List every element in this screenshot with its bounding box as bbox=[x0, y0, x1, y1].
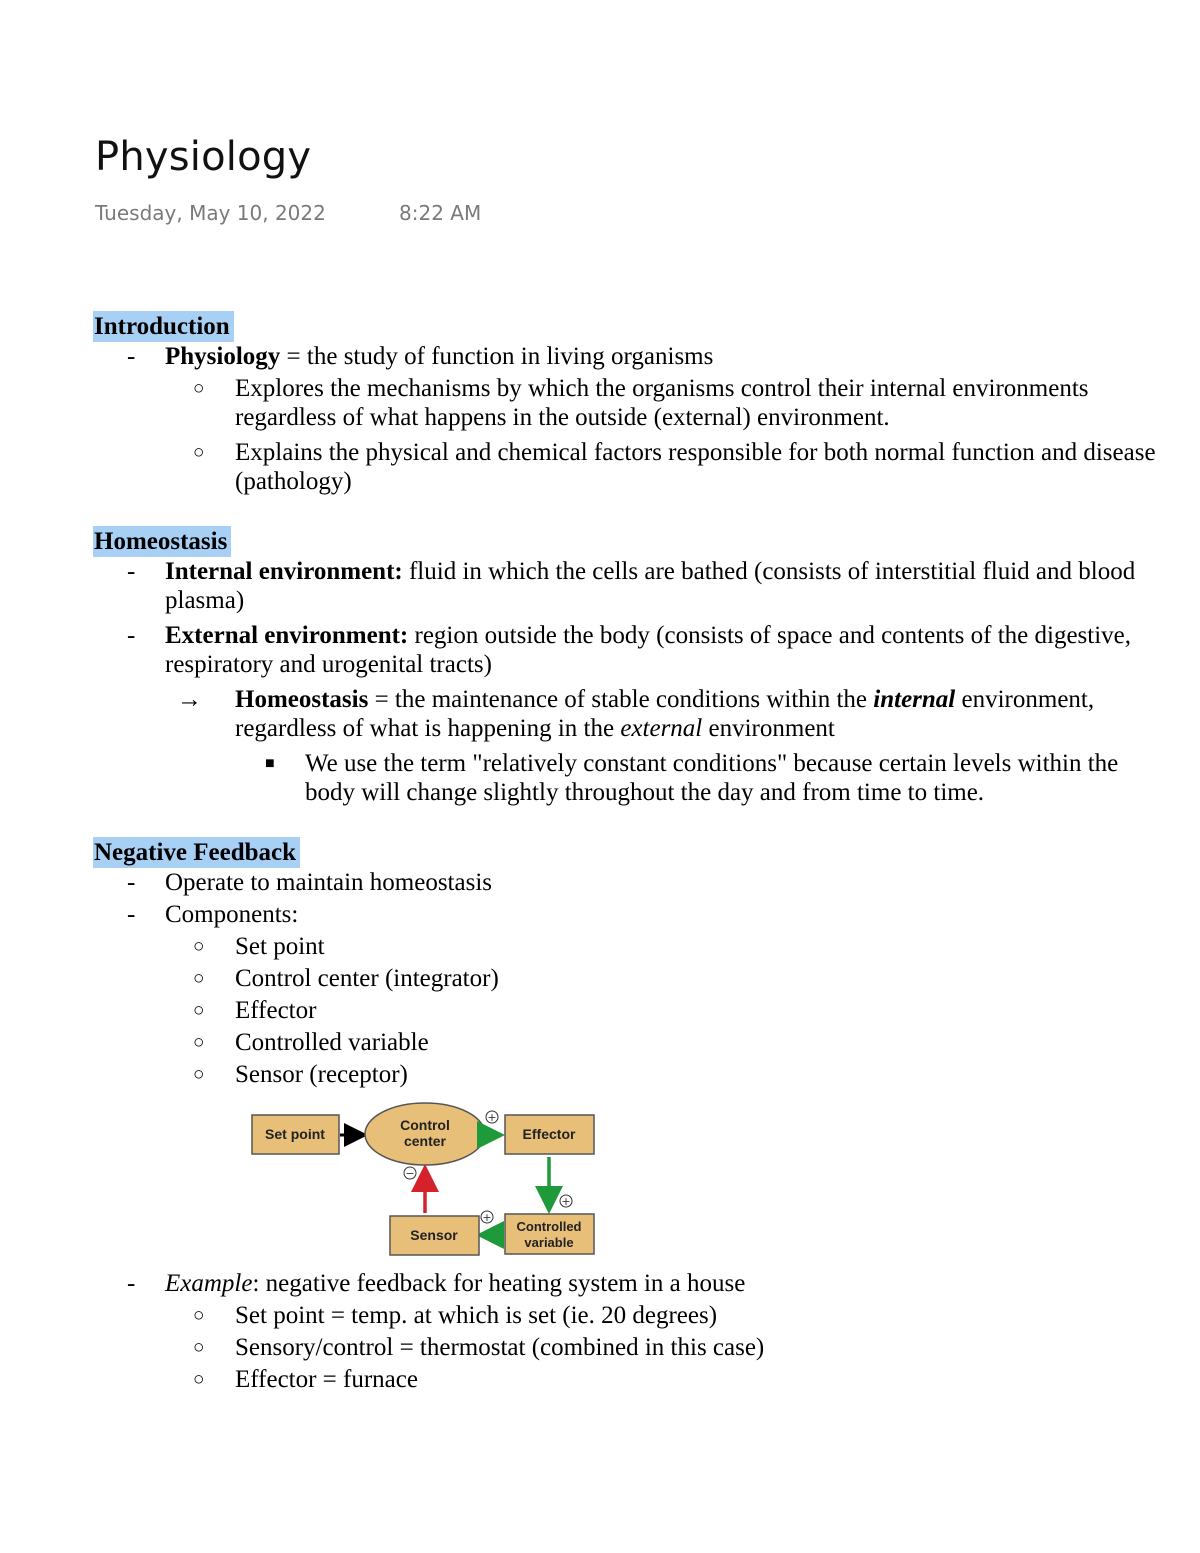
page-date: Tuesday, May 10, 2022 bbox=[95, 201, 326, 225]
list-text: Components: bbox=[165, 901, 299, 928]
minus-label: − bbox=[405, 1167, 415, 1180]
list-item bbox=[93, 749, 1173, 807]
circle-bullet-icon: ○ bbox=[193, 968, 205, 989]
controlled-variable-label-2: variable bbox=[524, 1235, 574, 1250]
feedback-diagram-svg bbox=[250, 1099, 600, 1264]
dash-bullet-icon: - bbox=[127, 901, 136, 928]
minus-sign-icon bbox=[404, 1167, 416, 1180]
definition-part: = the maintenance of stable conditions within the bbox=[368, 686, 874, 713]
control-center-label-2: center bbox=[403, 1133, 447, 1149]
set-point-label: Set point bbox=[265, 1126, 325, 1142]
list-text: Explores the mechanisms by which the organisms control their internal environments regardless of what happens in the outside (external) environment. bbox=[235, 375, 1089, 431]
square-bullet-icon: ■ bbox=[265, 755, 275, 772]
section-homeostasis bbox=[93, 526, 1173, 807]
list-item bbox=[93, 932, 1173, 961]
effector-label: Effector bbox=[522, 1126, 576, 1142]
list-item bbox=[93, 900, 1173, 929]
list-text: Set point = temp. at which is set (ie. 20 degrees) bbox=[235, 1302, 718, 1329]
definition: fluid in which the cells are bathed (consists of interstitial fluid and blood plasma) bbox=[165, 558, 1136, 614]
list-item bbox=[93, 1301, 1173, 1330]
list-item bbox=[93, 374, 1173, 432]
page-title: Physiology bbox=[95, 134, 312, 180]
sensor-box bbox=[390, 1216, 479, 1255]
list-item bbox=[93, 685, 1173, 743]
list-text: Controlled variable bbox=[235, 1029, 429, 1056]
section-negative-feedback bbox=[93, 837, 1173, 1394]
circle-bullet-icon: ○ bbox=[193, 1064, 205, 1085]
definition-part: environment bbox=[702, 715, 835, 742]
list-text: Control center (integrator) bbox=[235, 965, 499, 992]
plus-sign-icon bbox=[481, 1211, 493, 1224]
control-center-ellipse bbox=[365, 1103, 485, 1165]
section-introduction bbox=[93, 311, 1173, 496]
emphasis-internal: internal bbox=[873, 686, 956, 713]
list-text: We use the term "relatively constant conditions" because certain levels within the body will change slightly throughout the day and from time to time. bbox=[305, 750, 1119, 806]
arrow-right-icon: → bbox=[177, 686, 202, 713]
dash-bullet-icon: - bbox=[127, 869, 136, 896]
list-text: Operate to maintain homeostasis bbox=[165, 869, 493, 896]
plus-label: + bbox=[561, 1195, 571, 1208]
circle-bullet-icon: ○ bbox=[193, 1337, 205, 1358]
list-text: Effector = furnace bbox=[235, 1366, 418, 1393]
plus-label: + bbox=[482, 1211, 492, 1224]
term: Internal environment: bbox=[165, 558, 403, 585]
list-text: Effector bbox=[235, 997, 317, 1024]
dash-bullet-icon: - bbox=[127, 558, 136, 585]
plus-label: + bbox=[487, 1111, 497, 1124]
plus-sign-icon bbox=[560, 1195, 572, 1208]
list-item bbox=[93, 1333, 1173, 1362]
page-cutoff bbox=[0, 1435, 1200, 1553]
circle-bullet-icon: ○ bbox=[193, 442, 205, 463]
example-label: Example bbox=[165, 1270, 253, 1297]
list-item bbox=[93, 964, 1173, 993]
sensor-label: Sensor bbox=[410, 1227, 458, 1243]
dash-bullet-icon: - bbox=[127, 622, 136, 649]
circle-bullet-icon: ○ bbox=[193, 1305, 205, 1326]
list-item bbox=[93, 1060, 1173, 1089]
list-item bbox=[93, 868, 1173, 897]
circle-bullet-icon: ○ bbox=[193, 1369, 205, 1390]
circle-bullet-icon: ○ bbox=[193, 936, 205, 957]
list-text: Set point bbox=[235, 933, 325, 960]
term: Homeostasis bbox=[235, 686, 369, 713]
heading-introduction: Introduction bbox=[93, 311, 234, 342]
controlled-variable-label-1: Controlled bbox=[516, 1219, 582, 1234]
list-item bbox=[93, 342, 1173, 371]
controlled-variable-box bbox=[505, 1214, 594, 1254]
circle-bullet-icon: ○ bbox=[193, 1000, 205, 1021]
control-center-label-1: Control bbox=[400, 1117, 450, 1133]
list-text: : negative feedback for heating system in a house bbox=[252, 1270, 746, 1297]
list-item bbox=[93, 1269, 1173, 1298]
circle-bullet-icon: ○ bbox=[193, 378, 205, 399]
set-point-box bbox=[252, 1115, 339, 1154]
definition: = the study of function in living organisms bbox=[280, 343, 714, 370]
effector-box bbox=[505, 1115, 594, 1154]
feedback-diagram bbox=[93, 1099, 1173, 1269]
list-item bbox=[93, 621, 1173, 679]
heading-negative-feedback: Negative Feedback bbox=[93, 837, 300, 868]
note-body[interactable] bbox=[93, 311, 1173, 1394]
list-item bbox=[93, 1028, 1173, 1057]
page-timestamp bbox=[95, 201, 482, 225]
plus-sign-icon bbox=[486, 1111, 498, 1124]
list-item bbox=[93, 438, 1173, 496]
dash-bullet-icon: - bbox=[127, 1270, 136, 1297]
list-text: Explains the physical and chemical factors responsible for both normal function and disease (pathology) bbox=[235, 439, 1156, 495]
emphasis-external: external bbox=[620, 715, 703, 742]
list-text: Sensory/control = thermostat (combined in this case) bbox=[235, 1334, 765, 1361]
dash-bullet-icon: - bbox=[127, 343, 136, 370]
definition: region outside the body (consists of space and contents of the digestive, respiratory and urogenital tracts) bbox=[165, 622, 1132, 678]
list-item bbox=[93, 1365, 1173, 1394]
list-text: Sensor (receptor) bbox=[235, 1061, 408, 1088]
definition-part: environment, regardless of what is happening in the bbox=[235, 686, 1095, 742]
term: External environment: bbox=[165, 622, 409, 649]
list-item bbox=[93, 557, 1173, 615]
list-item bbox=[93, 996, 1173, 1025]
circle-bullet-icon: ○ bbox=[193, 1032, 205, 1053]
heading-homeostasis: Homeostasis bbox=[93, 526, 231, 557]
term: Physiology bbox=[165, 343, 281, 370]
page-time: 8:22 AM bbox=[399, 201, 482, 225]
